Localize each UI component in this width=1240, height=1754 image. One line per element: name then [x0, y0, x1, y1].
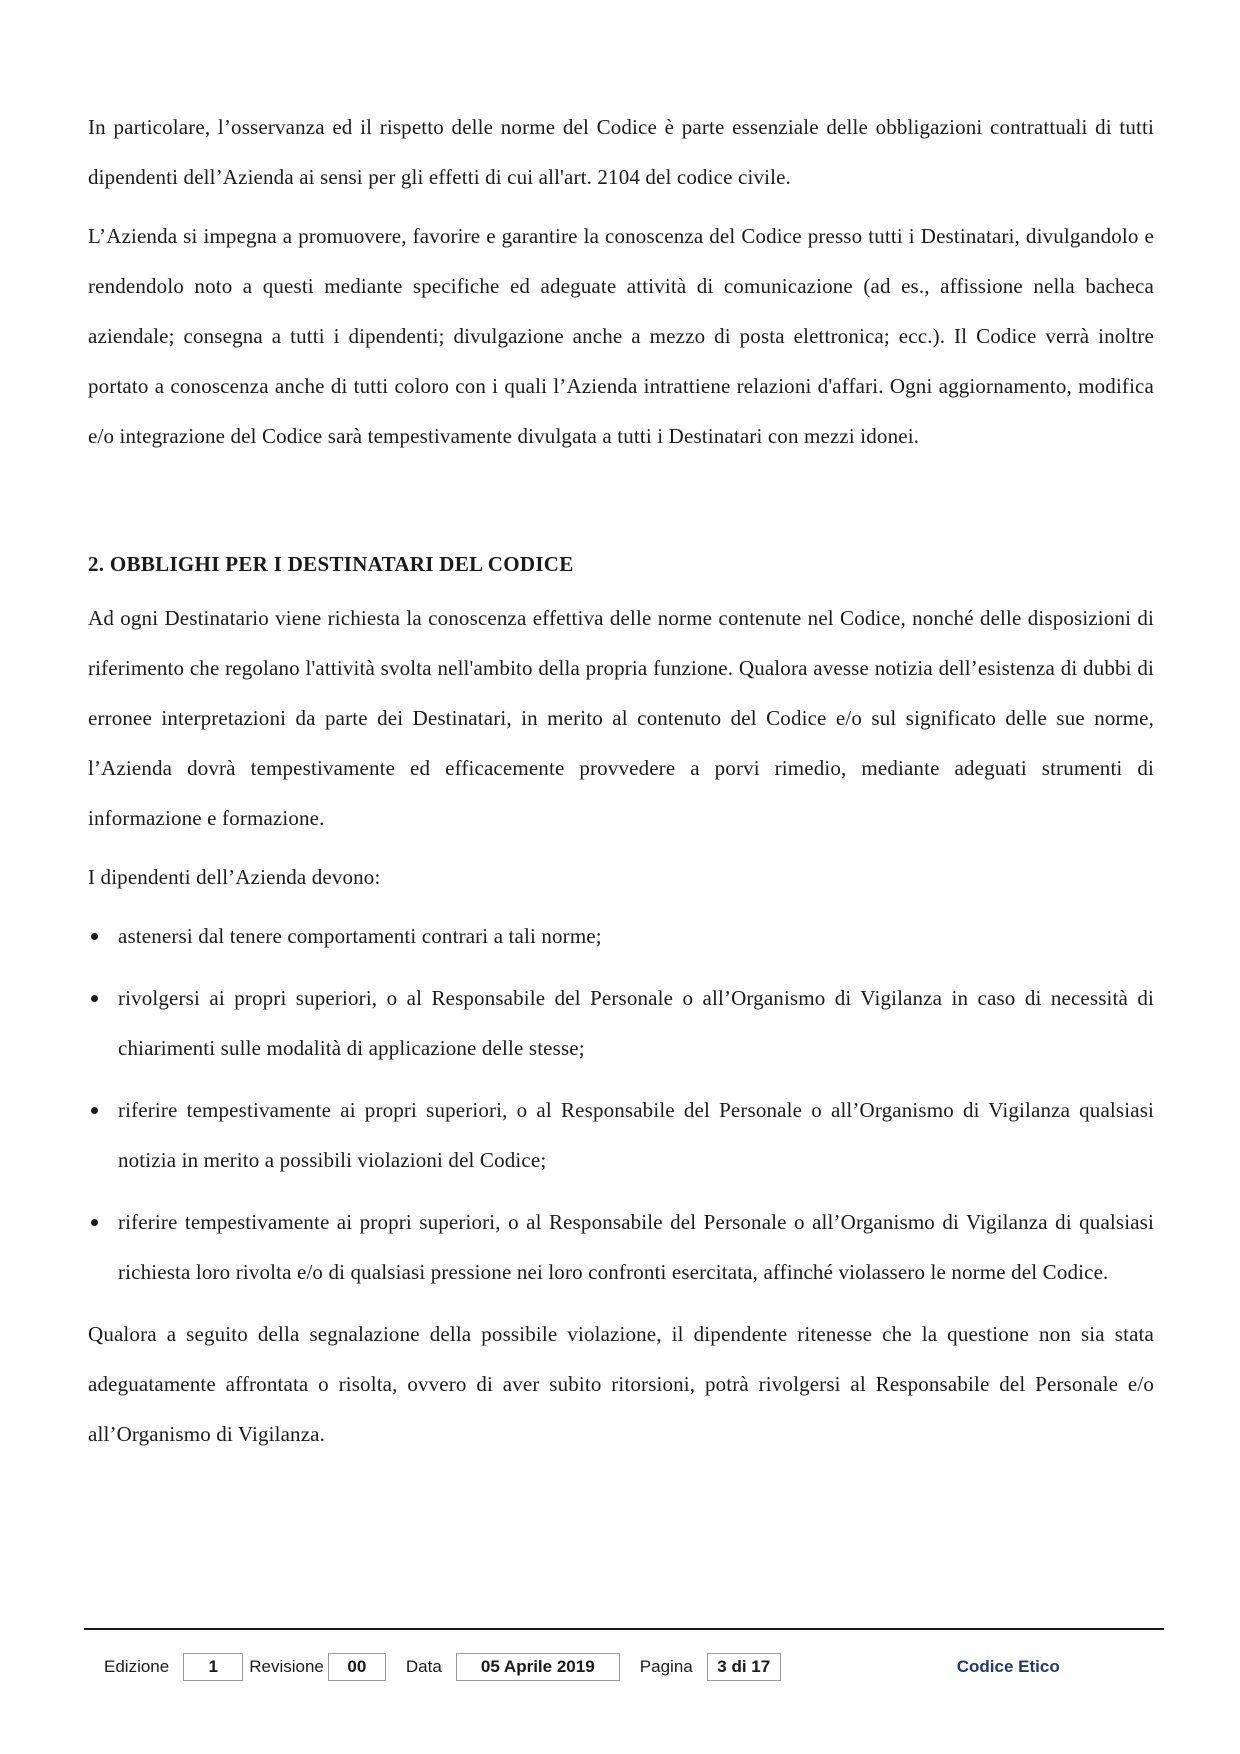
list-item-text: riferire tempestivamente ai propri superiori, o al Responsabile del Personale o all’Organismo di Vigilanza di qualsiasi richiesta loro rivolta e/o di qualsiasi pressione nei loro confronti esercitata, affinché violassero le norme del Codice. — [118, 1210, 1154, 1284]
list-item — [88, 973, 1154, 1073]
document-page — [88, 102, 1154, 1468]
list-item — [88, 911, 1154, 961]
document-name: Codice Etico — [956, 1657, 1060, 1676]
bullet-icon — [91, 1107, 98, 1114]
edizione-label: Edizione — [104, 1657, 170, 1676]
pagina-value: 3 di 17 — [707, 1653, 781, 1681]
footer-divider — [84, 1628, 1164, 1630]
list-item — [88, 1085, 1154, 1185]
list-item — [88, 1197, 1154, 1297]
intro-paragraph-1: In particolare, l’osservanza ed il rispetto delle norme del Codice è parte essenziale delle obbligazioni contrattuali di tutti dipendenti dell’Azienda ai sensi per gli effetti di cui all'art. 2104 del codice civile. — [88, 115, 1154, 189]
bullet-icon — [91, 933, 98, 940]
list-item-text: rivolgersi ai propri superiori, o al Responsabile del Personale o all’Organismo di Vigilanza in caso di necessità di chiarimenti sulle modalità di applicazione delle stesse; — [118, 986, 1154, 1060]
obligations-list — [88, 911, 1154, 1297]
closing-paragraph: Qualora a seguito della segnalazione della possibile violazione, il dipendente ritenesse che la questione non sia stata adeguatamente affrontata o risolta, ovvero di aver subito ritorsioni, potrà rivolgersi al Responsabile del Personale e/o all’Organismo di Vigilanza. — [88, 1322, 1154, 1446]
section-paragraph-1: Ad ogni Destinatario viene richiesta la conoscenza effettiva delle norme contenute nel Codice, nonché delle disposizioni di riferimento che regolano l'attività svolta nell'ambito della propria funzione. Qualora avesse notizia dell’esistenza di dubbi di erronee interpretazioni da parte dei Destinatari, in merito al contenuto del Codice e/o sul significato delle sue norme, l’Azienda dovrà tempestivamente ed efficacemente provvedere a porvi rimedio, mediante adeguati strumenti di informazione e formazione. — [88, 606, 1154, 830]
revisione-value: 00 — [328, 1653, 386, 1681]
bullet-icon — [91, 1219, 98, 1226]
data-value: 05 Aprile 2019 — [456, 1653, 620, 1681]
revisione-label: Revisione — [249, 1657, 324, 1676]
section-title: 2. OBBLIGHI PER I DESTINATARI DEL CODICE — [88, 552, 574, 576]
list-item-text: riferire tempestivamente ai propri superiori, o al Responsabile del Personale o all’Organismo di Vigilanza qualsiasi notizia in merito a possibili violazioni del Codice; — [118, 1098, 1154, 1172]
bullet-icon — [91, 995, 98, 1002]
intro-paragraph-2: L’Azienda si impegna a promuovere, favorire e garantire la conoscenza del Codice presso tutti i Destinatari, divulgandolo e rendendolo noto a questi mediante specifiche ed adeguate attività di comunicazione (ad es., affissione nella bacheca aziendale; consegna a tutti i dipendenti; divulgazione anche a mezzo di posta elettronica; ecc.). Il Codice verrà inoltre portato a conoscenza anche di tutti coloro con i quali l’Azienda intrattiene relazioni d'affari. Ogni aggiornamento, modifica e/o integrazione del Codice sarà tempestivamente divulgata a tutti i Destinatari con mezzi idonei. — [88, 224, 1154, 448]
list-item-text: astenersi dal tenere comportamenti contrari a tali norme; — [118, 924, 602, 948]
data-label: Data — [405, 1657, 442, 1676]
section-paragraph-2: I dipendenti dell’Azienda devono: — [88, 865, 381, 889]
edizione-value: 1 — [183, 1653, 243, 1681]
page-footer — [104, 1652, 1060, 1682]
pagina-label: Pagina — [639, 1657, 693, 1676]
